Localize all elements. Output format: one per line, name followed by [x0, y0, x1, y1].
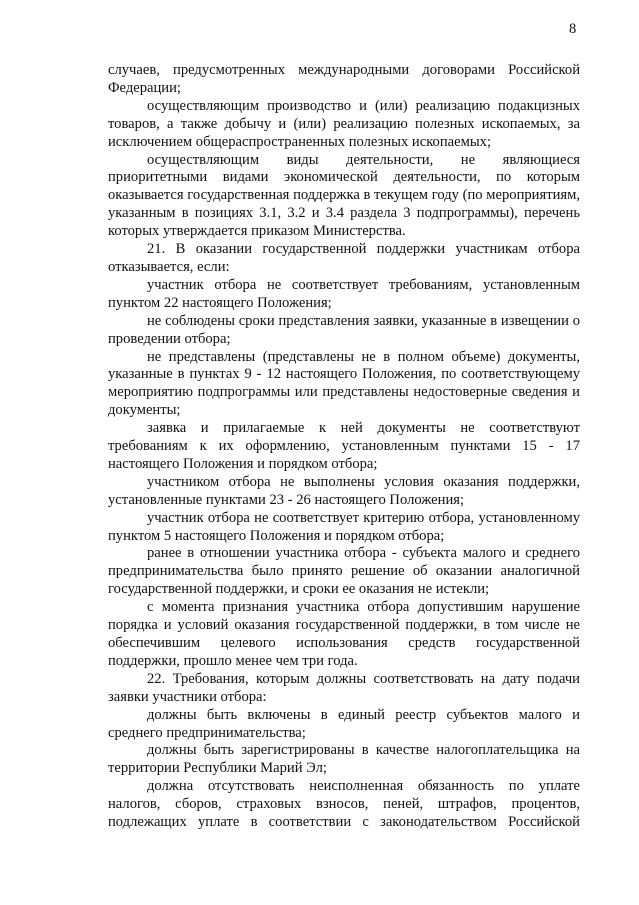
paragraph: случаев, предусмотренных международными договорами Российской Федерации; — [108, 62, 580, 96]
page-number: 8 — [569, 21, 577, 37]
paragraph: должны быть зарегистрированы в качестве налогоплательщика на территории Республики Марий Эл; — [108, 742, 580, 777]
paragraph: участник отбора не соответствует критерию отбора, установленному пунктом 5 настоящего Положения и порядком отбора; — [108, 509, 580, 544]
paragraph: осуществляющим производство и (или) реализацию подакцизных товаров, а также добычу и (или) реализацию полезных ископаемых, за исключением общераспространенных полезных ископаемых; — [108, 97, 580, 150]
paragraph: не представлены (представлены не в полном объеме) документы, указанные в пунктах 9 - 12 настоящего Положения, по соответствующему мероприятию подпрограммы или представлены недостоверные сведения и документы; — [108, 348, 580, 419]
paragraph: ранее в отношении участника отбора - субъекта малого и среднего предпринимательства было принято решение об оказании аналогичной государственной поддержки, и сроки ее оказания не истекли; — [108, 545, 580, 598]
paragraph: должна отсутствовать неисполненная обязанность по уплате налогов, сборов, страховых взносов, пеней, штрафов, процентов, подлежащих уплате в соответствии с законодательством Российской — [108, 778, 580, 831]
paragraph: 21. В оказании государственной поддержки участникам отбора отказывается, если: — [108, 241, 580, 275]
paragraph: осуществляющим виды деятельности, не являющиеся приоритетными видами экономической деятельности, по которым оказывается государственная поддержка в текущем году (по мероприятиям, указанным в позициях 3.1, 3.2 и 3.4 раздела 3 подпрограммы), перечень которых утверждается приказом Министерства. — [108, 151, 580, 240]
paragraph: участник отбора не соответствует требованиям, установленным пунктом 22 настоящего Положения; — [108, 276, 580, 311]
paragraph: 22. Требования, которым должны соответствовать на дату подачи заявки участники отбора: — [108, 670, 580, 705]
paragraph: не соблюдены сроки представления заявки, указанные в извещении о проведении отбора; — [108, 312, 580, 347]
document-body — [108, 62, 580, 832]
paragraph: должны быть включены в единый реестр субъектов малого и среднего предпринимательства; — [108, 706, 580, 741]
paragraph: заявка и прилагаемые к ней документы не соответствуют требованиям к их оформлению, установленным пунктами 15 - 17 настоящего Положения и порядком отбора; — [108, 420, 580, 472]
paragraph: участником отбора не выполнены условия оказания поддержки, установленные пунктами 23 - 26 настоящего Положения; — [108, 473, 580, 508]
paragraph: с момента признания участника отбора допустившим нарушение порядка и условий оказания государственной поддержки, в том числе не обеспечившим целевого использования средств государственной поддержки, прошло менее чем три года. — [108, 599, 580, 669]
